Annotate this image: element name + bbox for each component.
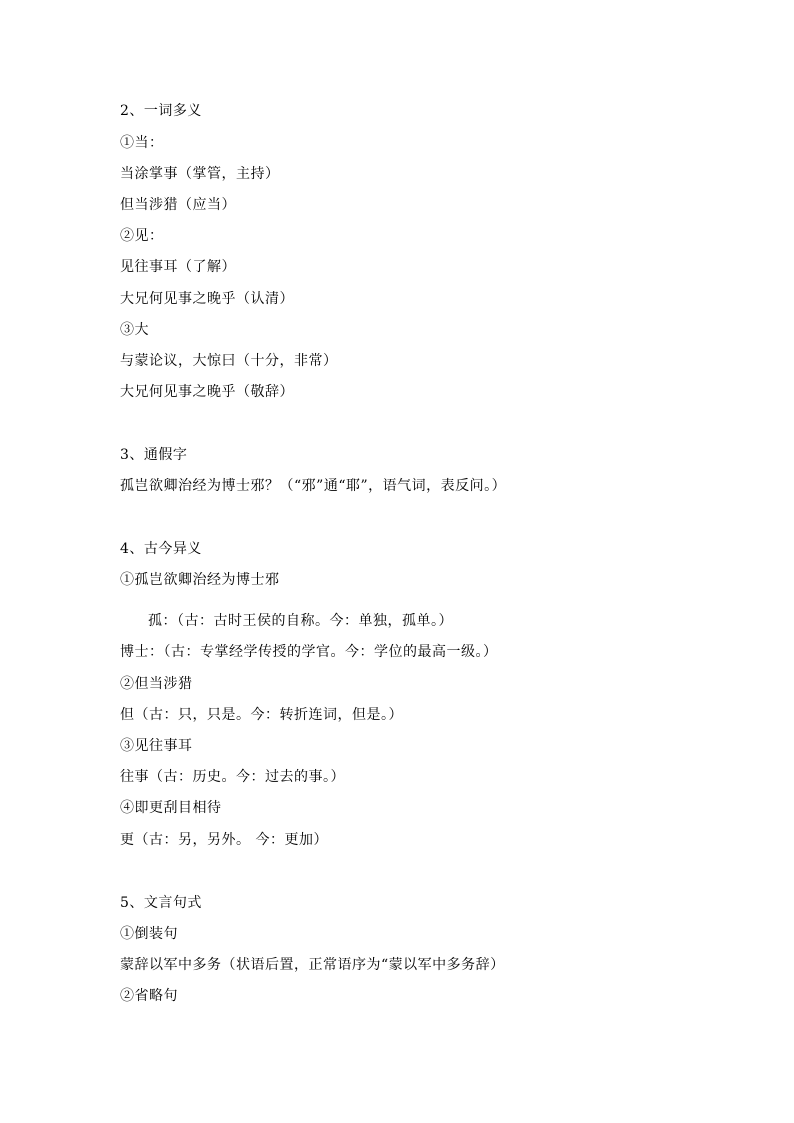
text-line: ②省略句 <box>120 988 178 1004</box>
text-line: ④即更刮目相待 <box>120 800 222 816</box>
text-line: 大兄何见事之晚乎（敬辞） <box>120 384 294 400</box>
text-line: 孤：（古：古时王侯的自称。今：单独，孤单。） <box>148 613 453 629</box>
text-line: 更（古：另，另外。 今：更加） <box>120 832 328 848</box>
text-line: 博士：（古：专掌经学传授的学官。今：学位的最高一级。） <box>120 644 498 660</box>
text-line: ③见往事耳 <box>120 738 193 754</box>
text-line: 蒙辞以军中多务（状语后置，正常语序为“蒙以军中多务辞） <box>120 957 505 973</box>
text-line: 孤岂欲卿治经为博士邪？（“邪”通“耶”，语气词，表反问。） <box>120 478 507 494</box>
text-line: 当涂掌事（掌管，主持） <box>120 166 280 182</box>
section-heading-sentence-patterns: 5、文言句式 <box>120 895 202 911</box>
text-line: ②但当涉猎 <box>120 676 193 692</box>
text-line: 往事（古：历史。今：过去的事。） <box>120 769 345 785</box>
text-line: ①孤岂欲卿治经为博士邪 <box>120 572 280 588</box>
text-line: 但当涉猎（应当） <box>120 197 236 213</box>
section-heading-ancient-modern-meanings: 4、古今异义 <box>120 541 202 557</box>
section-heading-loan-characters: 3、通假字 <box>120 447 188 463</box>
section-heading-polysemy: 2、一词多义 <box>120 103 202 119</box>
text-line: 但（古：只，只是。今：转折连词，但是。） <box>120 707 403 723</box>
text-line: ②见： <box>120 228 164 244</box>
text-line: ③大 <box>120 322 149 338</box>
text-line: ①当： <box>120 135 164 151</box>
text-line: 见往事耳（了解） <box>120 259 236 275</box>
text-line: 大兄何见事之晚乎（认清） <box>120 291 294 307</box>
text-line: ①倒装句 <box>120 926 178 942</box>
text-line: 与蒙论议，大惊曰（十分，非常） <box>120 353 338 369</box>
